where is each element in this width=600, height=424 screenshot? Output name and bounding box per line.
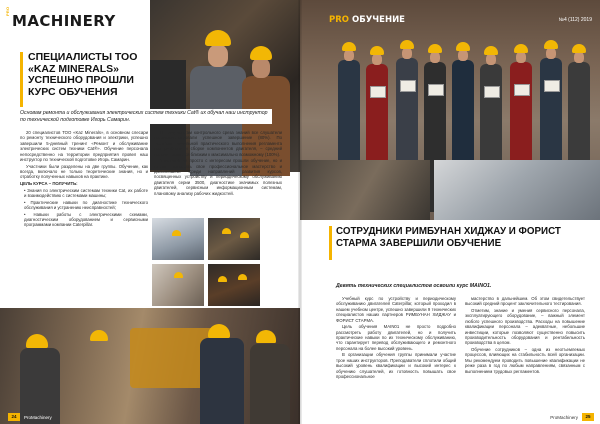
photo-training-1 [152,218,204,260]
article-column-2 [154,130,282,197]
page-number: 24 [8,413,20,421]
logo-prefix: PRO [5,6,10,16]
section-label: PRO ОБУЧЕНИЕ [329,15,405,25]
paragraph: Обучение сотрудников – одна из неотъемлемых процессов, влияющих на стабильность всей организации. Мы рекомендуем проводить повышение квалификации не реже раза в год по любым направлениям, связанным с выполнением трудовых регламентов. [465,347,585,374]
issue-number: №4 (112) 2019 [558,17,592,23]
paragraph: По результатам контрольного среза знаний все слушатели продемонстрировали успешное завершение (80%). По расчетам, начальной практического выполнения регламента при разборке и сборке компонентов двигателя, – средний процент оказался близким к максимально возможному (100%). [154,130,282,157]
article-lead: Девять технических специалистов освоили курс MAINO1. [336,283,492,289]
photo-workshop [0,308,300,424]
title-accent-bar [20,52,23,107]
right-page [300,0,600,424]
photo-training-4 [208,264,260,306]
paragraph: Цель обучения MAIN01 не просто подробно рассмотреть работу двигателей, но и получить практические навыки по их техническому обслуживанию, что гарантирует перевод обслуживающего и ремонтного персонала на более высокий уровень. [336,324,456,351]
article-column-1 [20,130,148,229]
photo-instructor [434,160,600,220]
article-column-1 [336,296,456,381]
bullet-item: • Навыки работы с электрическими схемами, диагностическим оборудованием и сервисными программами компании Caterpillar. [24,211,148,228]
photo-engine-class [300,160,430,220]
paragraph: Участники были разделены на две группы. Обучение, как всегда, включало не только теоретические знания, но и отработку полученных навыков на практике. [20,163,148,180]
magazine-logo: MACHINERY [12,12,116,30]
article-title: СПЕЦИАЛИСТЫ ТОО «KAZ MINERALS» УСПЕШНО ПРОШЛИ КУРС ОБУЧЕНИЯ [28,51,138,98]
footer-brand: ProMachinery [24,415,52,420]
paragraph: Участники не просто с интересом прошли обучение, но и готовы повышать свое профессиональное мастерство и дальнейшем. Среди направлений развития курсов, посвященных устройству и периодическому обслуживанию двигателя серии 3500, диагностике значимых полезных двигателей, сервисным информационным системам, плановому анализу рабочих жидкостей. [154,158,282,196]
article-title: СОТРУДНИКИ РИМБУНАН ХИДЖАУ И ФОРИСТ СТАРМА ЗАВЕРШИЛИ ОБУЧЕНИЕ [336,226,561,249]
paragraph: 20 специалистов ТОО «Kaz Minerals», в основном слесари по ремонту технического оборудования и электрики, успешно завершили 5-дневный тренинг «Ремонт и обслуживание электрических систем техники Cat®». Обучение персонала непосредственно на территории предприятия провел наш инструктор по технической подготовке Игорь Самарин. [20,130,148,163]
paragraph: В организации обучения группы принимали участие трое наших инструкторов. Преподаватели сплотили общий высокий уровень квалификации и высокий интерес к обучению слушателей, их готовность повышать свое профессиональное [336,352,456,380]
paragraph: Учебный курс по устройству и периодическому обслуживанию двигателей Caterpillar, который проходил в нашем учебном центре, успешно завершили 9 технических специалистов наших партнеров РИМБУНАН ХИДЖАУ и ФОРИСТ СТАРМА. [336,296,456,323]
article-column-2 [465,296,585,375]
article-lead: Основам ремонта и обслуживания электрических систем техники Cat® их обучал наш инструктор по технической подготовке Игорь Самарин. [20,109,272,124]
footer-brand: ProMachinery [550,415,578,420]
photo-training-3 [152,264,204,306]
page-number: 25 [582,413,594,421]
photo-training-2 [208,218,260,260]
spine-gutter [298,0,302,424]
bullet-item: • Практические навыки по диагностике технического обслуживания и устранению неисправностей; [24,199,148,211]
paragraph: Отметим, знание и умения сервисного персонала, эксплуатирующего оборудование, – важный элемент любого успешного производства. Расходы на повышение квалификации персонала – адекватные, небольшие инвестиции, которые позволяют существенно повысить производительность оборудования и рентабельность производства в целом. [465,308,585,346]
subheading: ЦЕЛЬ КУРСА – ПОЛУЧИТЬ: [20,181,78,187]
title-accent-bar [329,226,332,260]
paragraph: мастерство в дальнейшем. Об этом свидетельствует высокий средний процент заключительного тестирования. [465,296,585,307]
bullet-item: • Знания по электрическим системам техники Cat, их работе и взаимодействию с системами машины; [24,187,148,199]
